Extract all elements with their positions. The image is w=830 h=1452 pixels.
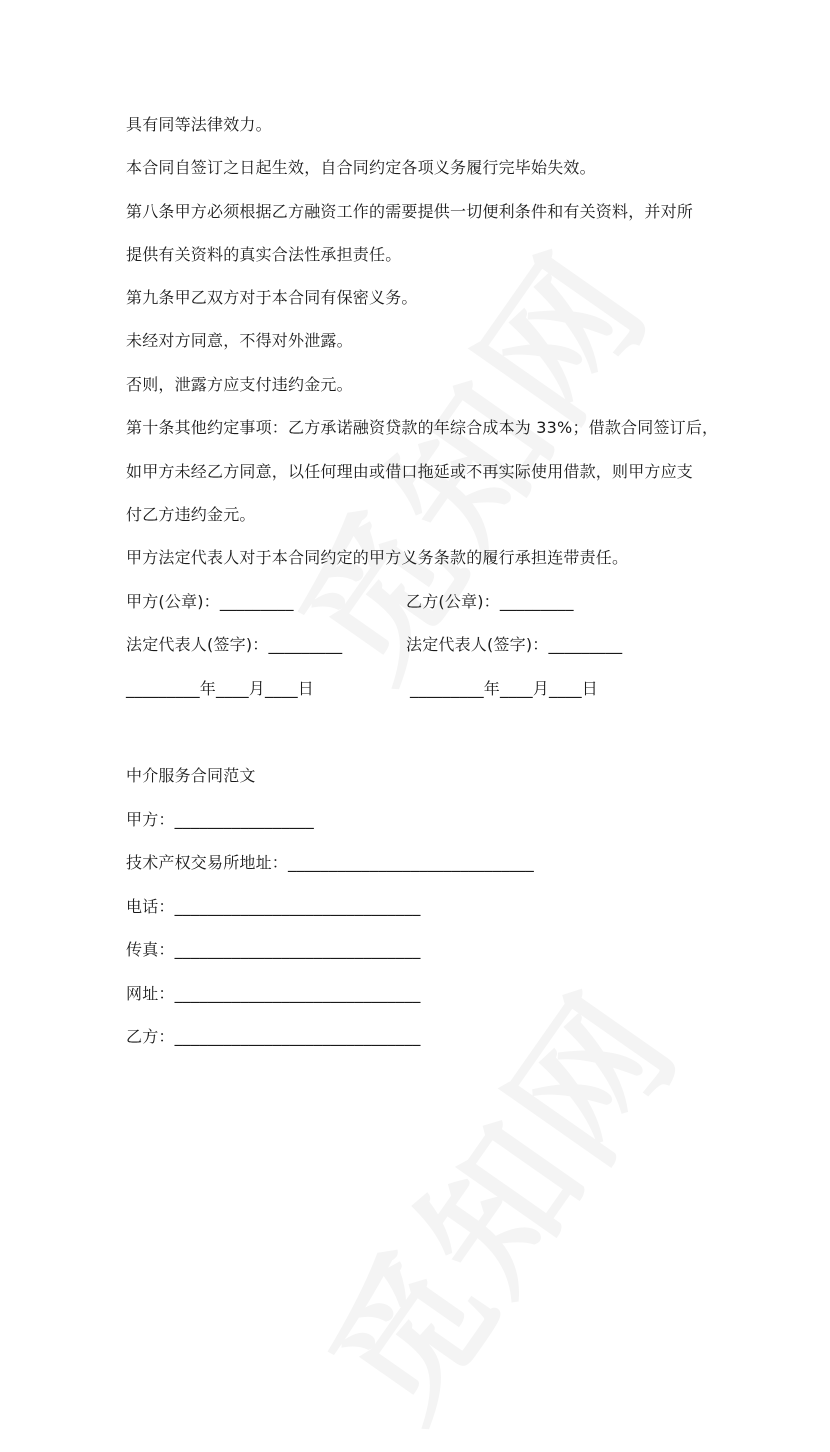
party-b-seal-field: 乙方(公章)：_________ — [406, 592, 574, 611]
paragraph: 甲方法定代表人对于本合同约定的甲方义务条款的履行承担连带责任。 — [126, 548, 629, 567]
paragraph: 第八条甲方必须根据乙方融资工作的需要提供一切便利条件和有关资料，并对所 — [126, 202, 694, 221]
fax-field: 传真：______________________________ — [126, 940, 421, 959]
party-a-representative-field: 法定代表人(签字)：_________ — [126, 635, 343, 654]
paragraph: 第九条甲乙双方对于本合同有保密义务。 — [126, 288, 418, 307]
paragraph: 具有同等法律效力。 — [126, 115, 272, 134]
party-b-representative-field: 法定代表人(签字)：_________ — [406, 635, 623, 654]
watermark — [271, 944, 716, 1451]
phone-field: 电话：______________________________ — [126, 897, 421, 916]
paragraph: 本合同自签订之日起生效，自合同约定各项义务履行完毕始失效。 — [126, 158, 596, 177]
paragraph: 付乙方违约金元。 — [126, 505, 256, 524]
paragraph: 如甲方未经乙方同意，以任何理由或借口拖延或不再实际使用借款，则甲方应支 — [126, 462, 694, 481]
paragraph: 提供有关资料的真实合法性承担责任。 — [126, 245, 402, 264]
paragraph: 否则，泄露方应支付违约金元。 — [126, 375, 353, 394]
paragraph: 未经对方同意，不得对外泄露。 — [126, 331, 353, 350]
party-b-field: 乙方：______________________________ — [126, 1027, 421, 1046]
party-a-date-field: _________年____月____日 — [126, 679, 315, 698]
document-title: 中介服务合同范文 — [126, 766, 256, 785]
paragraph: 第十条其他约定事项：乙方承诺融资贷款的年综合成本为 33%；借款合同签订后， — [126, 418, 719, 437]
website-field: 网址：______________________________ — [126, 984, 421, 1003]
address-field: 技术产权交易所地址：______________________________ — [126, 853, 535, 872]
party-a-field: 甲方：_________________ — [126, 810, 315, 829]
party-b-date-field: _________年____月____日 — [410, 679, 599, 698]
party-a-seal-field: 甲方(公章)：_________ — [126, 592, 294, 611]
